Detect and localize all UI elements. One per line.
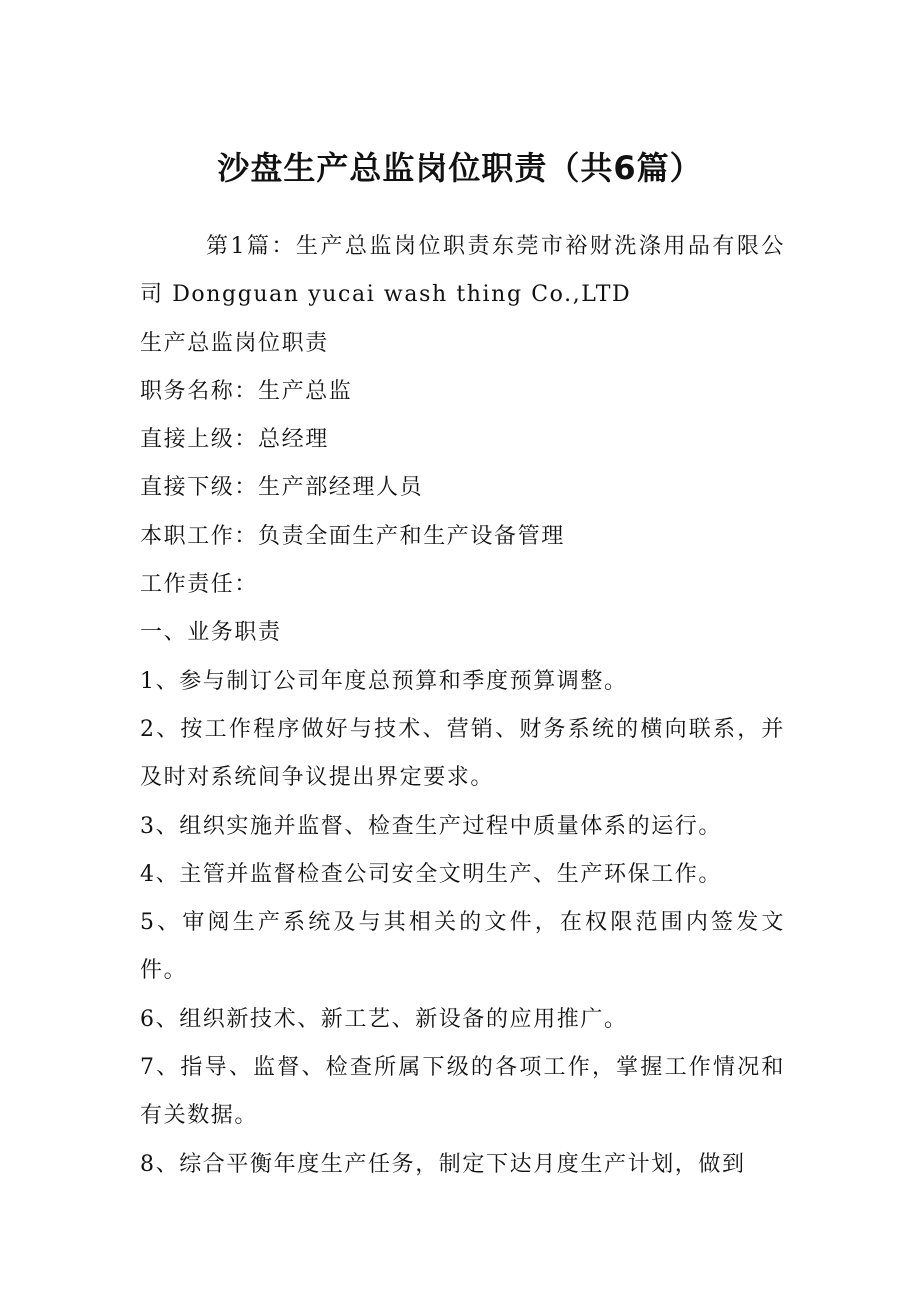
- paragraph-responsibilities-heading: 工作责任：: [140, 572, 259, 598]
- list-item-duty-2: 2、按工作程序做好与技术、营销、财务系统的横向联系，并及时对系统间争议提出界定要求。: [140, 716, 785, 791]
- list-item-duty-4: 4、主管并监督检查公司安全文明生产、生产环保工作。: [140, 861, 722, 887]
- list-item-duty-5: 5、审阅生产系统及与其相关的文件，在权限范围内签发文件。: [140, 910, 785, 984]
- paragraph-direct-subordinate: 直接下级：生产部经理人员: [140, 475, 424, 501]
- list-item-duty-8: 8、综合平衡年度生产任务，制定下达月度生产计划，做到: [140, 1151, 746, 1177]
- paragraph-job-title: 职务名称：生产总监: [140, 378, 353, 404]
- list-item-duty-6: 6、组织新技术、新工艺、新设备的应用推广。: [140, 1006, 628, 1032]
- list-item-duty-1: 1、参与制订公司年度总预算和季度预算调整。: [140, 668, 628, 694]
- paragraph-section-title: 生产总监岗位职责: [140, 330, 329, 356]
- list-item-duty-3: 3、组织实施并监督、检查生产过程中质量体系的运行。: [140, 813, 722, 839]
- paragraph-article-heading: 第1篇：生产总监岗位职责东莞市裕财洗涤用品有限公司 Dongguan yucai wash thing Co.,LTD: [140, 234, 785, 308]
- paragraph-business-duties-heading: 一、业务职责: [140, 620, 282, 646]
- list-item-duty-7: 7、指导、监督、检查所属下级的各项工作，掌握工作情况和有关数据。: [140, 1055, 785, 1129]
- paragraph-main-work: 本职工作：负责全面生产和生产设备管理: [140, 523, 565, 549]
- document-body: [140, 223, 785, 1189]
- paragraph-direct-superior: 直接上级：总经理: [140, 427, 329, 453]
- document-title: 沙盘生产总监岗位职责（共6篇）: [217, 149, 703, 187]
